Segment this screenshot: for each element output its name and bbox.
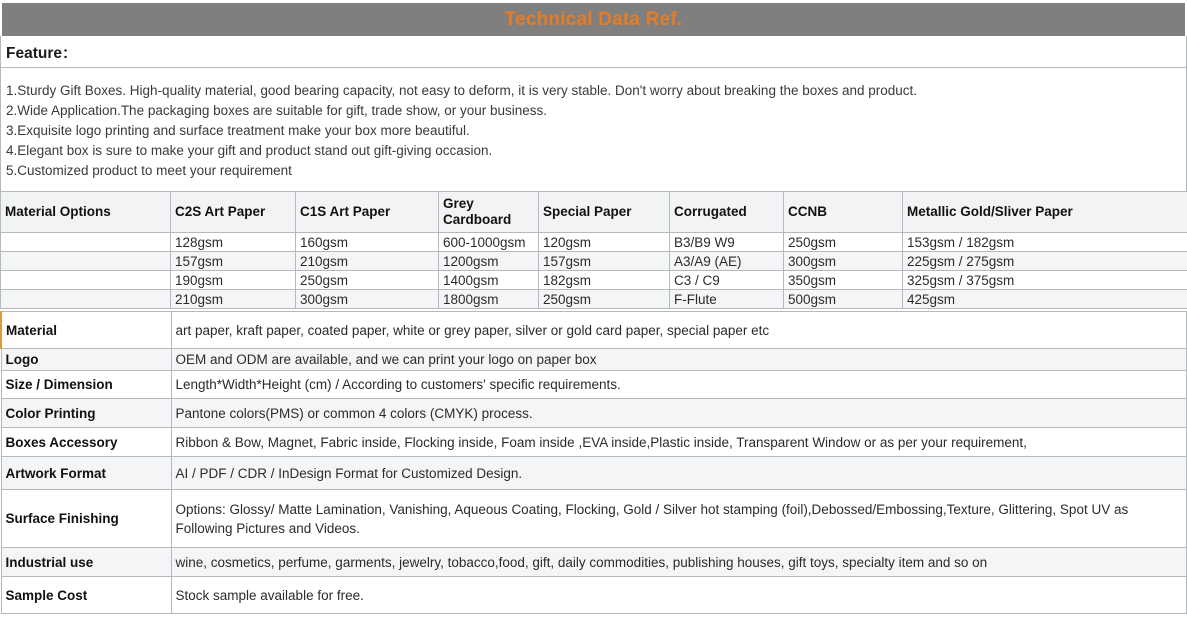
product-details-table [0, 311, 1187, 614]
table-cell: 300gsm [784, 252, 903, 271]
column-header: C1S Art Paper [296, 192, 439, 233]
table-row [1, 371, 1187, 399]
table-cell: 250gsm [539, 290, 670, 309]
table-cell: 153gsm / 182gsm [903, 233, 1187, 252]
table-cell: 120gsm [539, 233, 670, 252]
table-cell: 182gsm [539, 271, 670, 290]
table-row [1, 490, 1187, 548]
table-cell: 1400gsm [439, 271, 539, 290]
row-label: Artwork Format [1, 457, 171, 490]
table-cell: 210gsm [296, 252, 439, 271]
row-value: Pantone colors(PMS) or common 4 colors (CMYK) process. [171, 399, 1187, 428]
specs-header-row [1, 192, 1187, 233]
feature-item: 1.Sturdy Gift Boxes. High-quality material, good bearing capacity, not easy to deform, it is very stable. Don't worry about breaking the boxes and product. [6, 81, 1180, 101]
row-label: Sample Cost [1, 577, 171, 614]
table-cell: 128gsm [171, 233, 296, 252]
table-cell: F-Flute [670, 290, 784, 309]
row-value: Ribbon & Bow, Magnet, Fabric inside, Flocking inside, Foam inside ,EVA inside,Plastic inside, Transparent Window or as per your requirement, [171, 428, 1187, 457]
feature-item: 3.Exquisite logo printing and surface treatment make your box more beautiful. [6, 121, 1180, 141]
table-cell: 425gsm [903, 290, 1187, 309]
table-cell: A3/A9 (AE) [670, 252, 784, 271]
table-cell [1, 271, 171, 290]
row-value: Length*Width*Height (cm) / According to customers' specific requirements. [171, 371, 1187, 399]
column-header: Grey Cardboard [439, 192, 539, 233]
table-cell: 210gsm [171, 290, 296, 309]
row-label: Surface Finishing [1, 490, 171, 548]
column-header: Corrugated [670, 192, 784, 233]
table-cell: 350gsm [784, 271, 903, 290]
column-header: Special Paper [539, 192, 670, 233]
technical-data-sheet [0, 3, 1187, 623]
table-cell: B3/B9 W9 [670, 233, 784, 252]
table-row [1, 233, 1187, 252]
table-cell: 325gsm / 375gsm [903, 271, 1187, 290]
row-value: art paper, kraft paper, coated paper, white or grey paper, silver or gold card paper, special paper etc [171, 312, 1187, 349]
table-row [1, 271, 1187, 290]
row-label: Boxes Accessory [1, 428, 171, 457]
table-row [1, 399, 1187, 428]
column-header: Material Options [1, 192, 171, 233]
table-cell: 600-1000gsm [439, 233, 539, 252]
row-value: wine, cosmetics, perfume, garments, jewelry, tobacco,food, gift, daily commodities, publishing houses, gift toys, specialty item and so on [171, 548, 1187, 577]
table-row [1, 457, 1187, 490]
feature-heading: Feature： [1, 36, 1186, 68]
table-row [1, 349, 1187, 371]
feature-item: 2.Wide Application.The packaging boxes are suitable for gift, trade show, or your business. [6, 101, 1180, 121]
table-cell: C3 / C9 [670, 271, 784, 290]
table-cell [1, 252, 171, 271]
table-row [1, 548, 1187, 577]
feature-item: 5.Customized product to meet your requirement [6, 161, 1180, 181]
row-value: Stock sample available for free. [171, 577, 1187, 614]
title-bar [2, 3, 1185, 36]
row-label: Material [1, 312, 171, 349]
table-cell [1, 290, 171, 309]
table-cell: 225gsm / 275gsm [903, 252, 1187, 271]
table-row [1, 290, 1187, 309]
row-value: AI / PDF / CDR / InDesign Format for Customized Design. [171, 457, 1187, 490]
table-cell: 1200gsm [439, 252, 539, 271]
table-cell: 1800gsm [439, 290, 539, 309]
table-cell: 500gsm [784, 290, 903, 309]
table-row [1, 312, 1187, 349]
page-title: Technical Data Ref. [505, 9, 683, 31]
table-cell [1, 233, 171, 252]
feature-item: 4.Elegant box is sure to make your gift and product stand out gift-giving occasion. [6, 141, 1180, 161]
column-header: C2S Art Paper [171, 192, 296, 233]
row-value: OEM and ODM are available, and we can print your logo on paper box [171, 349, 1187, 371]
table-row [1, 577, 1187, 614]
table-cell: 157gsm [539, 252, 670, 271]
row-label: Size / Dimension [1, 371, 171, 399]
column-header: Metallic Gold/Sliver Paper [903, 192, 1187, 233]
table-cell: 157gsm [171, 252, 296, 271]
row-label: Logo [1, 349, 171, 371]
table-cell: 190gsm [171, 271, 296, 290]
table-cell: 250gsm [784, 233, 903, 252]
material-options-table [0, 191, 1187, 309]
table-row [1, 252, 1187, 271]
row-label: Industrial use [1, 548, 171, 577]
column-header: CCNB [784, 192, 903, 233]
table-cell: 160gsm [296, 233, 439, 252]
feature-list [1, 68, 1186, 191]
row-value: Options: Glossy/ Matte Lamination, Vanishing, Aqueous Coating, Flocking, Gold / Silver hot stamping (foil),Debossed/Embossing,Texture, Glittering, Spot UV as Following Pictures and Videos. [171, 490, 1187, 548]
feature-section [0, 36, 1187, 191]
table-cell: 250gsm [296, 271, 439, 290]
table-row [1, 428, 1187, 457]
table-cell: 300gsm [296, 290, 439, 309]
row-label: Color Printing [1, 399, 171, 428]
